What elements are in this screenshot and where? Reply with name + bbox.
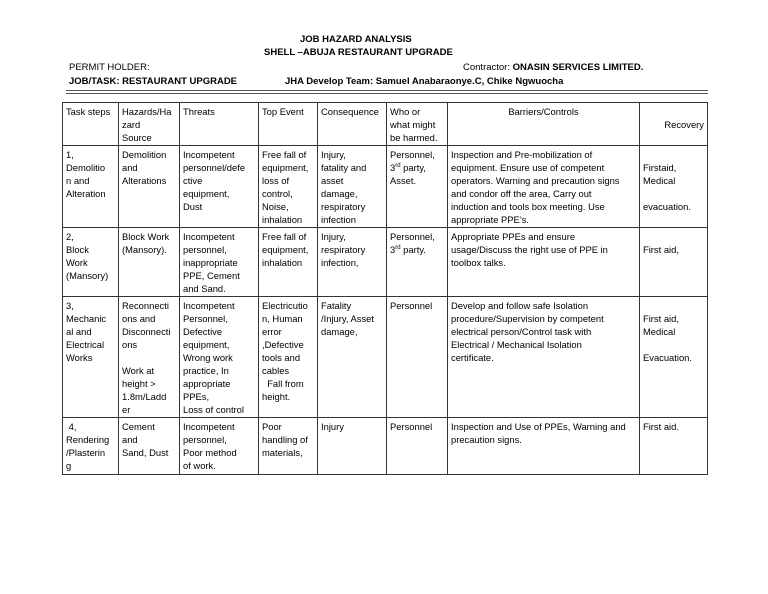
cell-who: Personnel [387, 418, 448, 475]
col-header-task-steps: Task steps [63, 103, 119, 146]
cell-recovery: Firstaid, Medical evacuation. [640, 146, 708, 228]
cell-hazard: Block Work (Mansory). [119, 228, 180, 297]
cell-consequence: Fatality /Injury, Asset damage, [318, 297, 387, 418]
cell-barriers: Inspection and Use of PPEs, Warning and precaution signs. [448, 418, 640, 475]
cell-task: 2, Block Work (Mansory) [63, 228, 119, 297]
table-row [63, 297, 708, 418]
jha-table [62, 102, 708, 475]
cell-who: Personnel, 3rd party. [387, 228, 448, 297]
cell-hazard: Cement and Sand, Dust [119, 418, 180, 475]
cell-threats: Incompetent personnel, inappropriate PPE, Cement and Sand. [180, 228, 259, 297]
header-divider-bottom [66, 93, 708, 94]
cell-task: 1, Demolitio n and Alteration [63, 146, 119, 228]
cell-top-event: Free fall of equipment, loss of control, Noise, inhalation [259, 146, 318, 228]
cell-who: Personnel [387, 297, 448, 418]
table-header-row [63, 103, 708, 146]
col-header-barriers: Barriers/Controls [448, 103, 640, 146]
permit-holder-label: PERMIT HOLDER: [69, 62, 150, 73]
col-header-recovery: Recovery [640, 103, 708, 146]
cell-recovery: First aid. [640, 418, 708, 475]
contractor-label: Contractor: [463, 62, 513, 73]
cell-barriers: Develop and follow safe Isolation procedure/Supervision by competent electrical person/Control task with Electrical / Mechanical Isolation certificate. [448, 297, 640, 418]
col-header-who: Who or what might be harmed. [387, 103, 448, 146]
cell-hazard: Reconnecti ons and Disconnecti ons Work at height > 1.8m/Ladd er [119, 297, 180, 418]
cell-task: 3, Mechanic al and Electrical Works [63, 297, 119, 418]
cell-barriers: Inspection and Pre-mobilization of equipment. Ensure use of competent operators. Warning and precaution signs and condor off the area, Carry out induction and tools box meeting. Use appropriate PPE’s. [448, 146, 640, 228]
cell-barriers: Appropriate PPEs and ensure usage/Discuss the right use of PPE in toolbox talks. [448, 228, 640, 297]
jha-team-line: JHA Develop Team: Samuel Anabaraonye.C, Chike Ngwuocha [285, 76, 564, 87]
col-header-hazards: Hazards/Ha zard Source [119, 103, 180, 146]
cell-hazard: Demolition and Alterations [119, 146, 180, 228]
cell-who: Personnel, 3rd party, Asset. [387, 146, 448, 228]
cell-task: 4, Rendering /Plasterin g [63, 418, 119, 475]
job-task-label: JOB/TASK: RESTAURANT UPGRADE [69, 76, 238, 87]
cell-top-event: Electricutio n, Human error ,Defective tools and cables Fall from height. [259, 297, 318, 418]
cell-top-event: Free fall of equipment, inhalation [259, 228, 318, 297]
col-header-top-event: Top Event [259, 103, 318, 146]
contractor-value: ONASIN SERVICES LIMITED. [512, 62, 644, 73]
document-subtitle: SHELL –ABUJA RESTAURANT UPGRADE [264, 47, 453, 58]
header-divider-top [66, 90, 708, 91]
table-row [63, 228, 708, 297]
cell-threats: Incompetent personnel/defe ctive equipment, Dust [180, 146, 259, 228]
col-header-consequence: Consequence [318, 103, 387, 146]
document-title: JOB HAZARD ANALYSIS [300, 34, 412, 45]
table-row [63, 146, 708, 228]
col-header-threats: Threats [180, 103, 259, 146]
table-row [63, 418, 708, 475]
cell-recovery: First aid, Medical Evacuation. [640, 297, 708, 418]
contractor-line [463, 62, 643, 74]
cell-consequence: Injury, fatality and asset damage, respiratory infection [318, 146, 387, 228]
cell-top-event: Poor handling of materials, [259, 418, 318, 475]
cell-threats: Incompetent Personnel, Defective equipment, Wrong work practice, In appropriate PPEs, Loss of control [180, 297, 259, 418]
cell-consequence: Injury, respiratory infection, [318, 228, 387, 297]
cell-consequence: Injury [318, 418, 387, 475]
cell-threats: Incompetent personnel, Poor method of work. [180, 418, 259, 475]
cell-recovery: First aid, [640, 228, 708, 297]
